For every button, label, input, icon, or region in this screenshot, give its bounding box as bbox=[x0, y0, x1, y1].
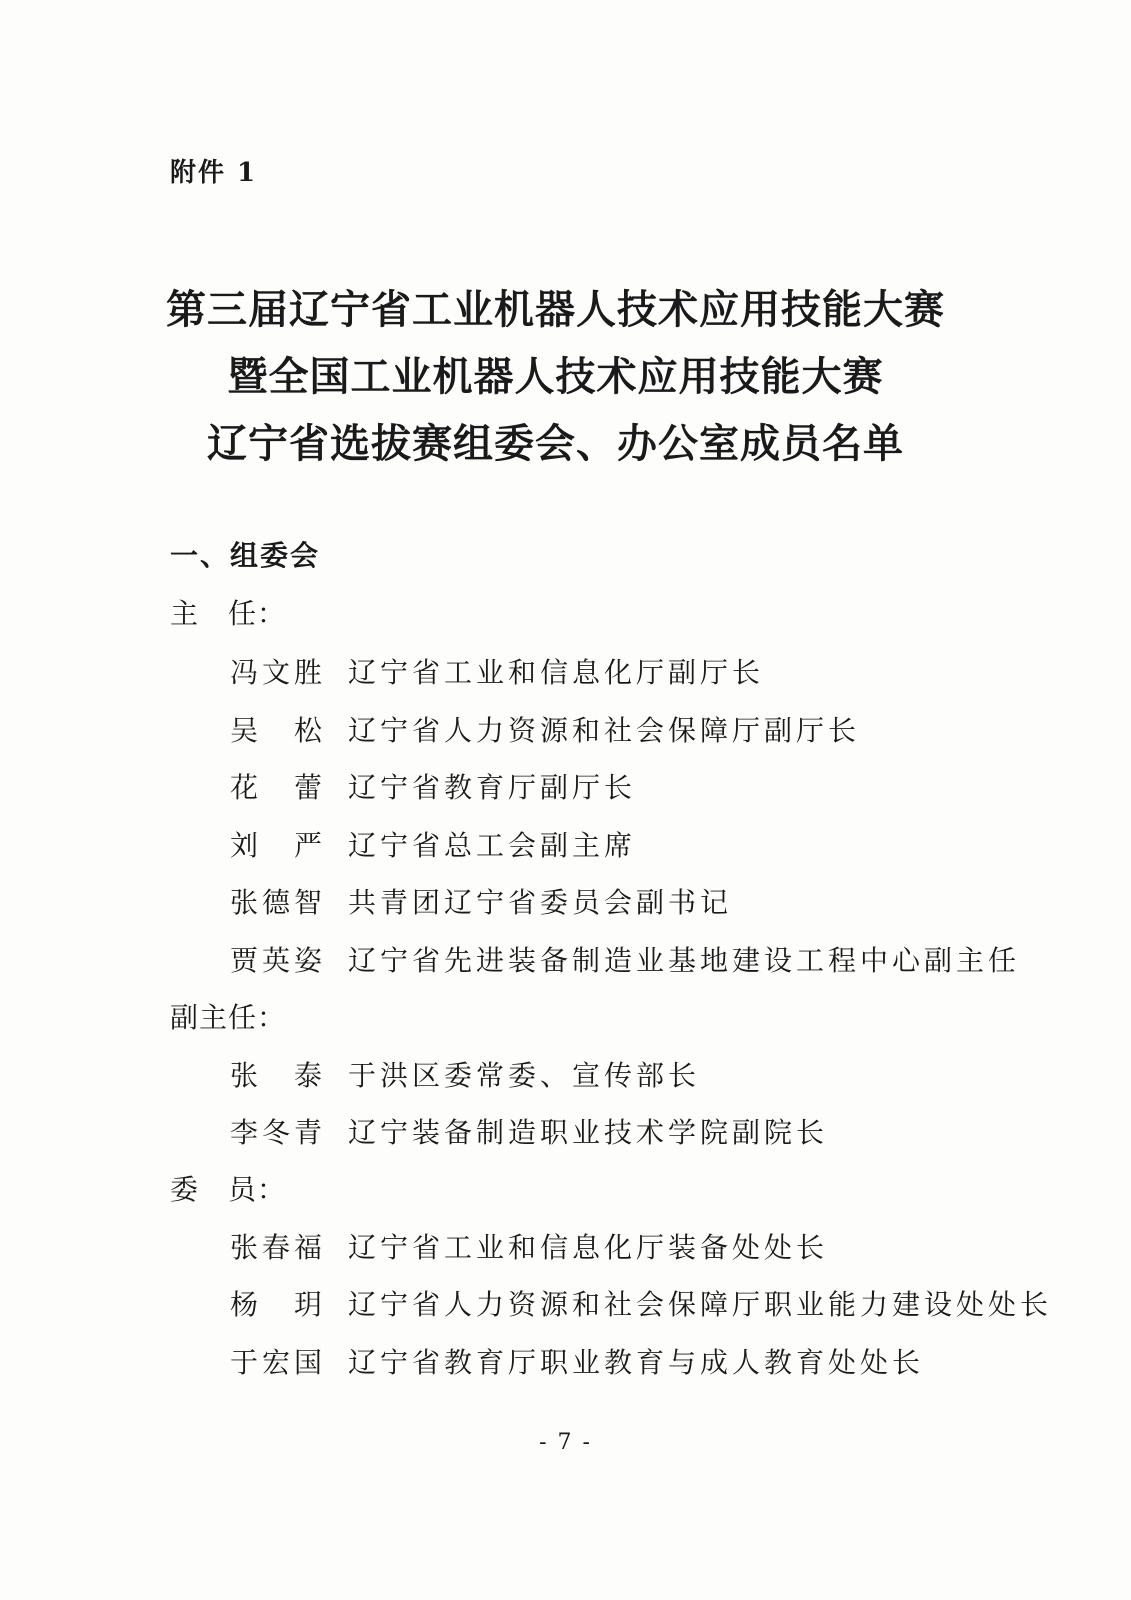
member-position: 辽宁省人力资源和社会保障厅副厅长 bbox=[348, 714, 861, 747]
member-name: 李冬青 bbox=[230, 1116, 327, 1149]
member-position: 于洪区委常委、宣传部长 bbox=[348, 1059, 701, 1092]
member-row bbox=[230, 1111, 828, 1151]
role-label-members: 委 员： bbox=[170, 1173, 287, 1206]
member-name: 刘 严 bbox=[230, 829, 327, 862]
member-position: 辽宁装备制造职业技术学院副院长 bbox=[348, 1116, 829, 1149]
title-line-2: 暨全国工业机器人技术应用技能大赛 bbox=[227, 354, 884, 400]
member-name: 张德智 bbox=[230, 886, 327, 919]
member-row bbox=[230, 1226, 828, 1266]
role-label-deputy-director: 副主任： bbox=[170, 1001, 287, 1034]
attachment-label: 附件 1 bbox=[170, 158, 258, 188]
page-number: - 7 - bbox=[539, 1430, 592, 1455]
member-position: 辽宁省工业和信息化厅副厅长 bbox=[348, 656, 765, 689]
member-position: 共青团辽宁省委员会副书记 bbox=[348, 886, 733, 919]
title-line-1: 第三届辽宁省工业机器人技术应用技能大赛 bbox=[166, 287, 945, 333]
member-position: 辽宁省教育厅职业教育与成人教育处处长 bbox=[348, 1346, 925, 1379]
member-row bbox=[230, 939, 1020, 979]
member-position: 辽宁省先进装备制造业基地建设工程中心副主任 bbox=[348, 944, 1021, 977]
member-name: 于宏国 bbox=[230, 1346, 327, 1379]
member-row bbox=[230, 1054, 700, 1094]
section-heading: 一、组委会 bbox=[170, 539, 321, 572]
member-row bbox=[230, 1341, 924, 1381]
member-name: 花 蕾 bbox=[230, 771, 327, 804]
member-row bbox=[230, 881, 732, 921]
member-row bbox=[230, 824, 636, 864]
member-name: 张 泰 bbox=[230, 1059, 327, 1092]
member-row bbox=[230, 766, 636, 806]
member-position: 辽宁省总工会副主席 bbox=[348, 829, 637, 862]
member-position: 辽宁省人力资源和社会保障厅职业能力建设处处长 bbox=[348, 1288, 1053, 1321]
member-name: 张春福 bbox=[230, 1231, 327, 1264]
role-label-director: 主 任： bbox=[170, 597, 287, 630]
title-line-3: 辽宁省选拔赛组委会、办公室成员名单 bbox=[207, 421, 904, 467]
member-name: 杨 玥 bbox=[230, 1288, 327, 1321]
member-name: 吴 松 bbox=[230, 714, 327, 747]
member-name: 贾英姿 bbox=[230, 944, 327, 977]
member-name: 冯文胜 bbox=[230, 656, 327, 689]
member-position: 辽宁省教育厅副厅长 bbox=[348, 771, 637, 804]
member-row bbox=[230, 1283, 1052, 1323]
member-position: 辽宁省工业和信息化厅装备处处长 bbox=[348, 1231, 829, 1264]
member-row bbox=[230, 651, 764, 691]
member-row bbox=[230, 709, 860, 749]
